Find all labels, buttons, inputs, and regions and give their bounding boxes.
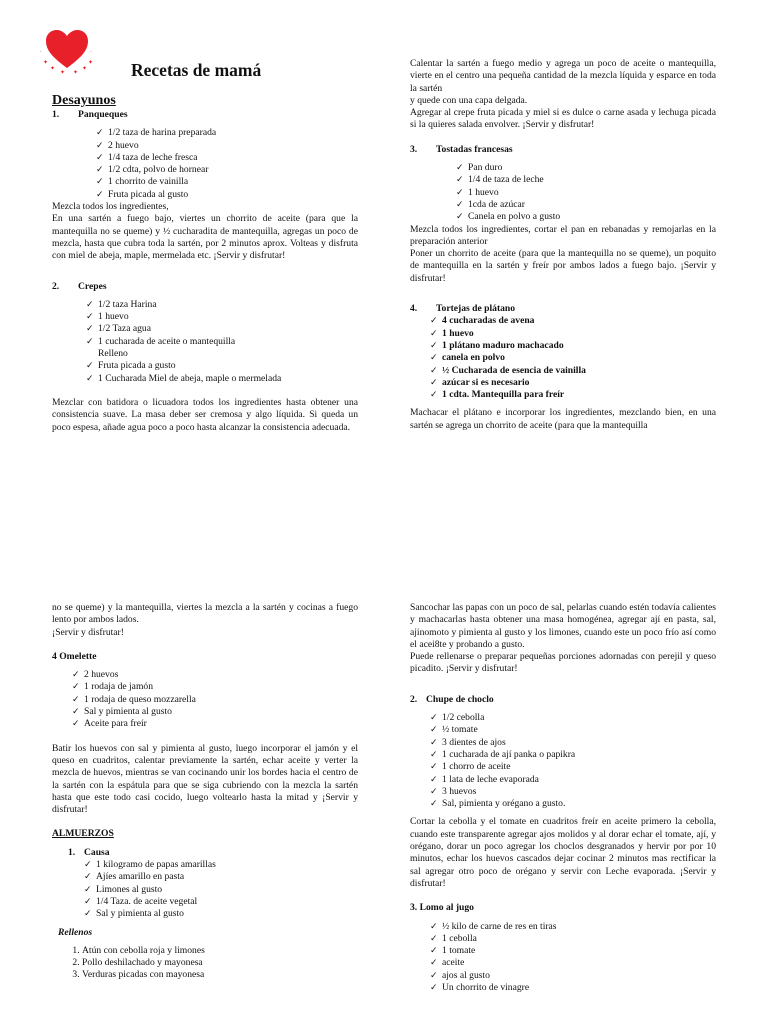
check-icon: ✓ (430, 921, 438, 932)
check-icon: ✓ (72, 719, 80, 730)
list-item: ✓ 1 cucharada de aceite o mantequilla (86, 335, 236, 347)
list-item: ✓ 3 huevos (430, 785, 477, 797)
ingredient-list-tortejas (410, 315, 716, 401)
recipe-heading-tortejas: 4. Tortejas de plátano (410, 303, 516, 315)
check-icon: ✓ (96, 128, 104, 139)
svg-text:✦: ✦ (50, 65, 56, 72)
check-icon: ✓ (456, 187, 464, 198)
recipe-heading-chupe: 2. Chupe de choclo (410, 693, 494, 705)
check-icon: ✓ (430, 725, 438, 736)
check-icon: ✓ (430, 377, 438, 388)
check-icon: ✓ (72, 694, 80, 705)
section-heading-desayunos: Desayunos (52, 93, 116, 108)
check-icon: ✓ (430, 749, 438, 760)
paragraph: ¡Servir y disfrutar! (52, 626, 124, 638)
check-icon: ✓ (86, 336, 94, 347)
check-icon: ✓ (430, 958, 438, 969)
check-icon: ✓ (84, 909, 92, 920)
list-item: ✓ 3 dientes de ajos (430, 736, 506, 748)
list-item: ✓ 1 lata de leche evaporada (430, 773, 539, 785)
list-item: ✓ 1 tomate (430, 945, 476, 957)
rellenos-heading: Rellenos (58, 926, 93, 938)
check-icon: ✓ (84, 896, 92, 907)
list-item: ✓ ½ kilo de carne de res en tiras (430, 920, 557, 932)
list-item: ✓ azúcar si es necesario (430, 376, 530, 388)
list-item: ✓ Sal y pimienta al gusto (84, 908, 184, 920)
list-item: ✓ 1 plátano maduro machacado (430, 339, 564, 351)
check-icon: ✓ (96, 189, 104, 200)
list-item: ✓ 1/2 taza Harina (86, 298, 157, 310)
ingredient-list-lomo (410, 921, 716, 995)
check-icon: ✓ (430, 353, 438, 364)
page2-left-column (52, 602, 358, 982)
list-item: ✓ canela en polvo (430, 352, 505, 364)
check-icon: ✓ (84, 860, 92, 871)
paragraph: Agregar al crepe fruta picada y miel si es dulce o carne asada y lechuga picada si la quieres salada envolver. ¡Servir y disfrutar! (410, 107, 716, 131)
recipe-heading-panqueques: 1. Panqueques (52, 109, 128, 120)
list-item: Relleno (98, 348, 128, 360)
list-item: ✓ Limones al gusto (84, 883, 163, 895)
check-icon: ✓ (430, 328, 438, 339)
paragraph: Poner un chorrito de aceite (para que la mantequilla no se queme), un poquito de mantequilla en la sartén y freír por ambos lados a fuego bajo. ¡Servir y disfrutar! (410, 248, 716, 284)
check-icon: ✓ (72, 682, 80, 693)
check-icon: ✓ (456, 199, 464, 210)
svg-text:✦: ✦ (82, 65, 88, 72)
check-icon: ✓ (84, 872, 92, 883)
check-icon: ✓ (430, 983, 438, 994)
check-icon: ✓ (430, 774, 438, 785)
paragraph: En una sartén a fuego bajo, viertes un chorrito de aceite (para que la mantequilla no se queme) y ½ cucharadita de mantequilla, agregas un poco de mezcla, hasta que cubra toda la sartén, por 2 minutos aprox. Volteas y disfruta con miel de abeja, maple, mermelada etc. ¡Servir y disfrutar! (52, 213, 358, 262)
check-icon: ✓ (430, 713, 438, 724)
list-item: 3. Verduras picadas con mayonesa (82, 969, 358, 981)
check-icon: ✓ (430, 762, 438, 773)
list-item: ✓ 4 cucharadas de avena (430, 315, 535, 327)
list-item: 2. Pollo deshilachado y mayonesa (82, 957, 358, 969)
list-item: ✓ Un chorrito de vinagre (430, 982, 530, 994)
svg-text:✦: ✦ (73, 69, 79, 76)
list-item: ✓ 1 kilogramo de papas amarillas (84, 859, 216, 871)
check-icon: ✓ (430, 737, 438, 748)
check-icon: ✓ (430, 970, 438, 981)
list-item: ✓ Ajíes amarillo en pasta (84, 871, 185, 883)
recipe-heading-crepes: 2. Crepes (52, 280, 107, 292)
ingredient-list-crepes (52, 299, 358, 385)
check-icon: ✓ (96, 140, 104, 151)
list-item: ✓ 1 cucharada de ají panka o papikra (430, 748, 576, 760)
svg-text:✦: ✦ (60, 69, 66, 76)
check-icon: ✓ (456, 212, 464, 223)
list-item: ✓ Fruta picada al gusto (96, 188, 189, 200)
check-icon: ✓ (86, 312, 94, 323)
list-item: ✓ 1/2 cdta, polvo de hornear (96, 164, 209, 176)
list-item: ✓ ½ Cucharada de esencia de vainilla (430, 364, 586, 376)
page1-left-column (52, 93, 358, 434)
list-item: ✓ aceite (430, 957, 465, 969)
paragraph: Mezclar con batidora o licuadora todos los ingredientes hasta obtener una consistencia suave. La masa deber ser cremosa y algo líquida. Si queda un poco espesa, añade agua poco a poco hasta alcanzar la consistencia adecuada. (52, 396, 358, 433)
paragraph: Calentar la sartén a fuego medio y agrega un poco de aceite o mantequilla, vierte en el centro una pequeña cantidad de la mezcla líquida y esparce en toda la sartén (410, 58, 716, 94)
check-icon: ✓ (86, 324, 94, 335)
list-item: ✓ 1 huevo (456, 186, 499, 198)
check-icon: ✓ (430, 365, 438, 376)
check-icon: ✓ (456, 175, 464, 186)
list-item: ✓ Pan duro (456, 162, 503, 174)
recipe-heading-causa: 1. Causa (68, 846, 110, 858)
list-item: ✓ 1 chorro de aceite (430, 761, 511, 773)
check-icon: ✓ (84, 884, 92, 895)
check-icon: ✓ (430, 933, 438, 944)
paragraph: Puede rellenarse o preparar pequeñas porciones adornadas con perejil y queso picadito. ¡Servir y disfrutar! (410, 651, 716, 675)
list-item: ✓ 1 rodaja de queso mozzarella (72, 693, 196, 705)
check-icon: ✓ (96, 165, 104, 176)
recipe-heading-lomo: 3. Lomo al jugo (410, 902, 474, 914)
list-item: ✓ 1/2 cebolla (430, 712, 485, 724)
list-item: ✓ Sal, pimienta y orégano a gusto. (430, 798, 566, 810)
list-item: ✓ 1cda de azúcar (456, 198, 525, 210)
check-icon: ✓ (86, 361, 94, 372)
paragraph: Mezcla todos los ingredientes, (52, 201, 169, 213)
list-item: ✓ 1/4 de taza de leche (456, 174, 544, 186)
paragraph: Machacar el plátano e incorporar los ingredientes, mezclando bien, en una sartén se agrega un chorrito de aceite (para que la mantequilla (410, 407, 716, 431)
list-item: ✓ 1/4 taza de leche fresca (96, 151, 198, 163)
list-item: ✓ 1/2 Taza agua (86, 323, 151, 335)
ingredient-list-causa (52, 859, 358, 920)
svg-text:·: · (90, 49, 92, 56)
check-icon: ✓ (86, 299, 94, 310)
paragraph: Batir los huevos con sal y pimienta al gusto, luego incorporar el jamón y el queso en cuadritos, calentar previamente la sartén, echar aceite y verter la mezcla de huevos, mientras se van cocinando unir los bordes hacia el centro de la sartén con la espátula para que se siga cubriendo con la mezcla la sartén hasta que este todo casi cocido, luego voltearlo hasta la mitad y ¡Servir y disfrutar! (52, 742, 358, 816)
ingredient-list-chupe (410, 712, 716, 810)
list-item: ✓ 1 cdta. Mantequilla para freír (430, 389, 565, 401)
paragraph: Cortar la cebolla y el tomate en cuadritos freír en aceite primero la cebolla, cuando este transparente agregar ajos molidos y al dorar echar el tomate, ají, y orégano, dorar un poco agregar los choclos desgranados y hervir por por 10 minutos, echar los huevos cascados dejar cocinar 2 minutos mas rectificar la sal agregar otro poco de orégano y servir con Leche evaporada. ¡Servir y disfrutar! (410, 816, 716, 889)
list-item: ✓ 1 cebolla (430, 932, 477, 944)
check-icon: ✓ (430, 340, 438, 351)
list-item: ✓ 1 rodaja de jamón (72, 681, 153, 693)
list-item: ✓ 1/4 Taza. de aceite vegetal (84, 895, 198, 907)
list-item: ✓ Canela en polvo a gusto (456, 211, 561, 223)
list-item: ✓ Fruta picada a gusto (86, 360, 176, 372)
rellenos-list (52, 945, 358, 982)
page2-right-column (410, 602, 716, 994)
paragraph: no se queme) y la mantequilla, viertes la mezcla a la sartén y cocinas a fuego lento por ambos lados. (52, 602, 358, 626)
svg-text:✦: ✦ (43, 59, 49, 66)
document-page-2 (0, 512, 768, 1024)
list-item: ✓ Sal y pimienta al gusto (72, 706, 172, 718)
check-icon: ✓ (430, 786, 438, 797)
list-item: ✓ 1 huevo (430, 327, 474, 339)
list-item: ✓ 1 huevo (86, 311, 129, 323)
check-icon: ✓ (430, 316, 438, 327)
paragraph: y quede con una capa delgada. (410, 94, 528, 106)
list-item: ✓ 2 huevos (72, 669, 119, 681)
section-heading-almuerzos: ALMUERZOS (52, 828, 114, 840)
ingredient-list-omelette (52, 669, 358, 730)
list-item: ✓ 2 huevo (96, 139, 139, 151)
list-item: ✓ Aceite para freír (72, 718, 147, 730)
list-item: ✓ ½ tomate (430, 724, 478, 736)
check-icon: ✓ (86, 373, 94, 384)
heart-icon (40, 24, 94, 76)
check-icon: ✓ (430, 390, 438, 401)
list-item: ✓ ajos al gusto (430, 969, 490, 981)
check-icon: ✓ (72, 670, 80, 681)
paragraph: Mezcla todos los ingredientes, cortar el pan en rebanadas y remojarlas en la preparación anterior (410, 223, 716, 247)
check-icon: ✓ (430, 799, 438, 810)
list-item: ✓ 1 chorrito de vainilla (96, 176, 189, 188)
recipe-heading-tostadas: 3. Tostadas francesas (410, 143, 513, 155)
check-icon: ✓ (72, 707, 80, 718)
check-icon: ✓ (96, 152, 104, 163)
list-item: ✓ 1 Cucharada Miel de abeja, maple o mermelada (86, 372, 282, 384)
check-icon: ✓ (430, 946, 438, 957)
ingredient-list-panqueques (52, 127, 358, 201)
page1-right-column (410, 58, 716, 432)
ingredient-list-tostadas (410, 162, 716, 223)
check-icon: ✓ (456, 163, 464, 174)
check-icon: ✓ (96, 177, 104, 188)
svg-text:·: · (40, 49, 42, 56)
list-item: 1. Atún con cebolla roja y limones (82, 945, 358, 957)
list-item: ✓ 1/2 taza de harina preparada (96, 127, 217, 139)
paragraph: Sancochar las papas con un poco de sal, pelarlas cuando estén todavía calientes y machacarlas hasta obtener una masa homogénea, agregar ají en pasta, sal, ajinomoto y pimienta al gusto y los limones, cuando este un poco frío así como el acei8te y probando a gusto. (410, 602, 716, 650)
document-title: Recetas de mamá (131, 60, 262, 80)
recipe-heading-omelette: 4 Omelette (52, 650, 97, 662)
svg-text:✦: ✦ (88, 59, 94, 66)
